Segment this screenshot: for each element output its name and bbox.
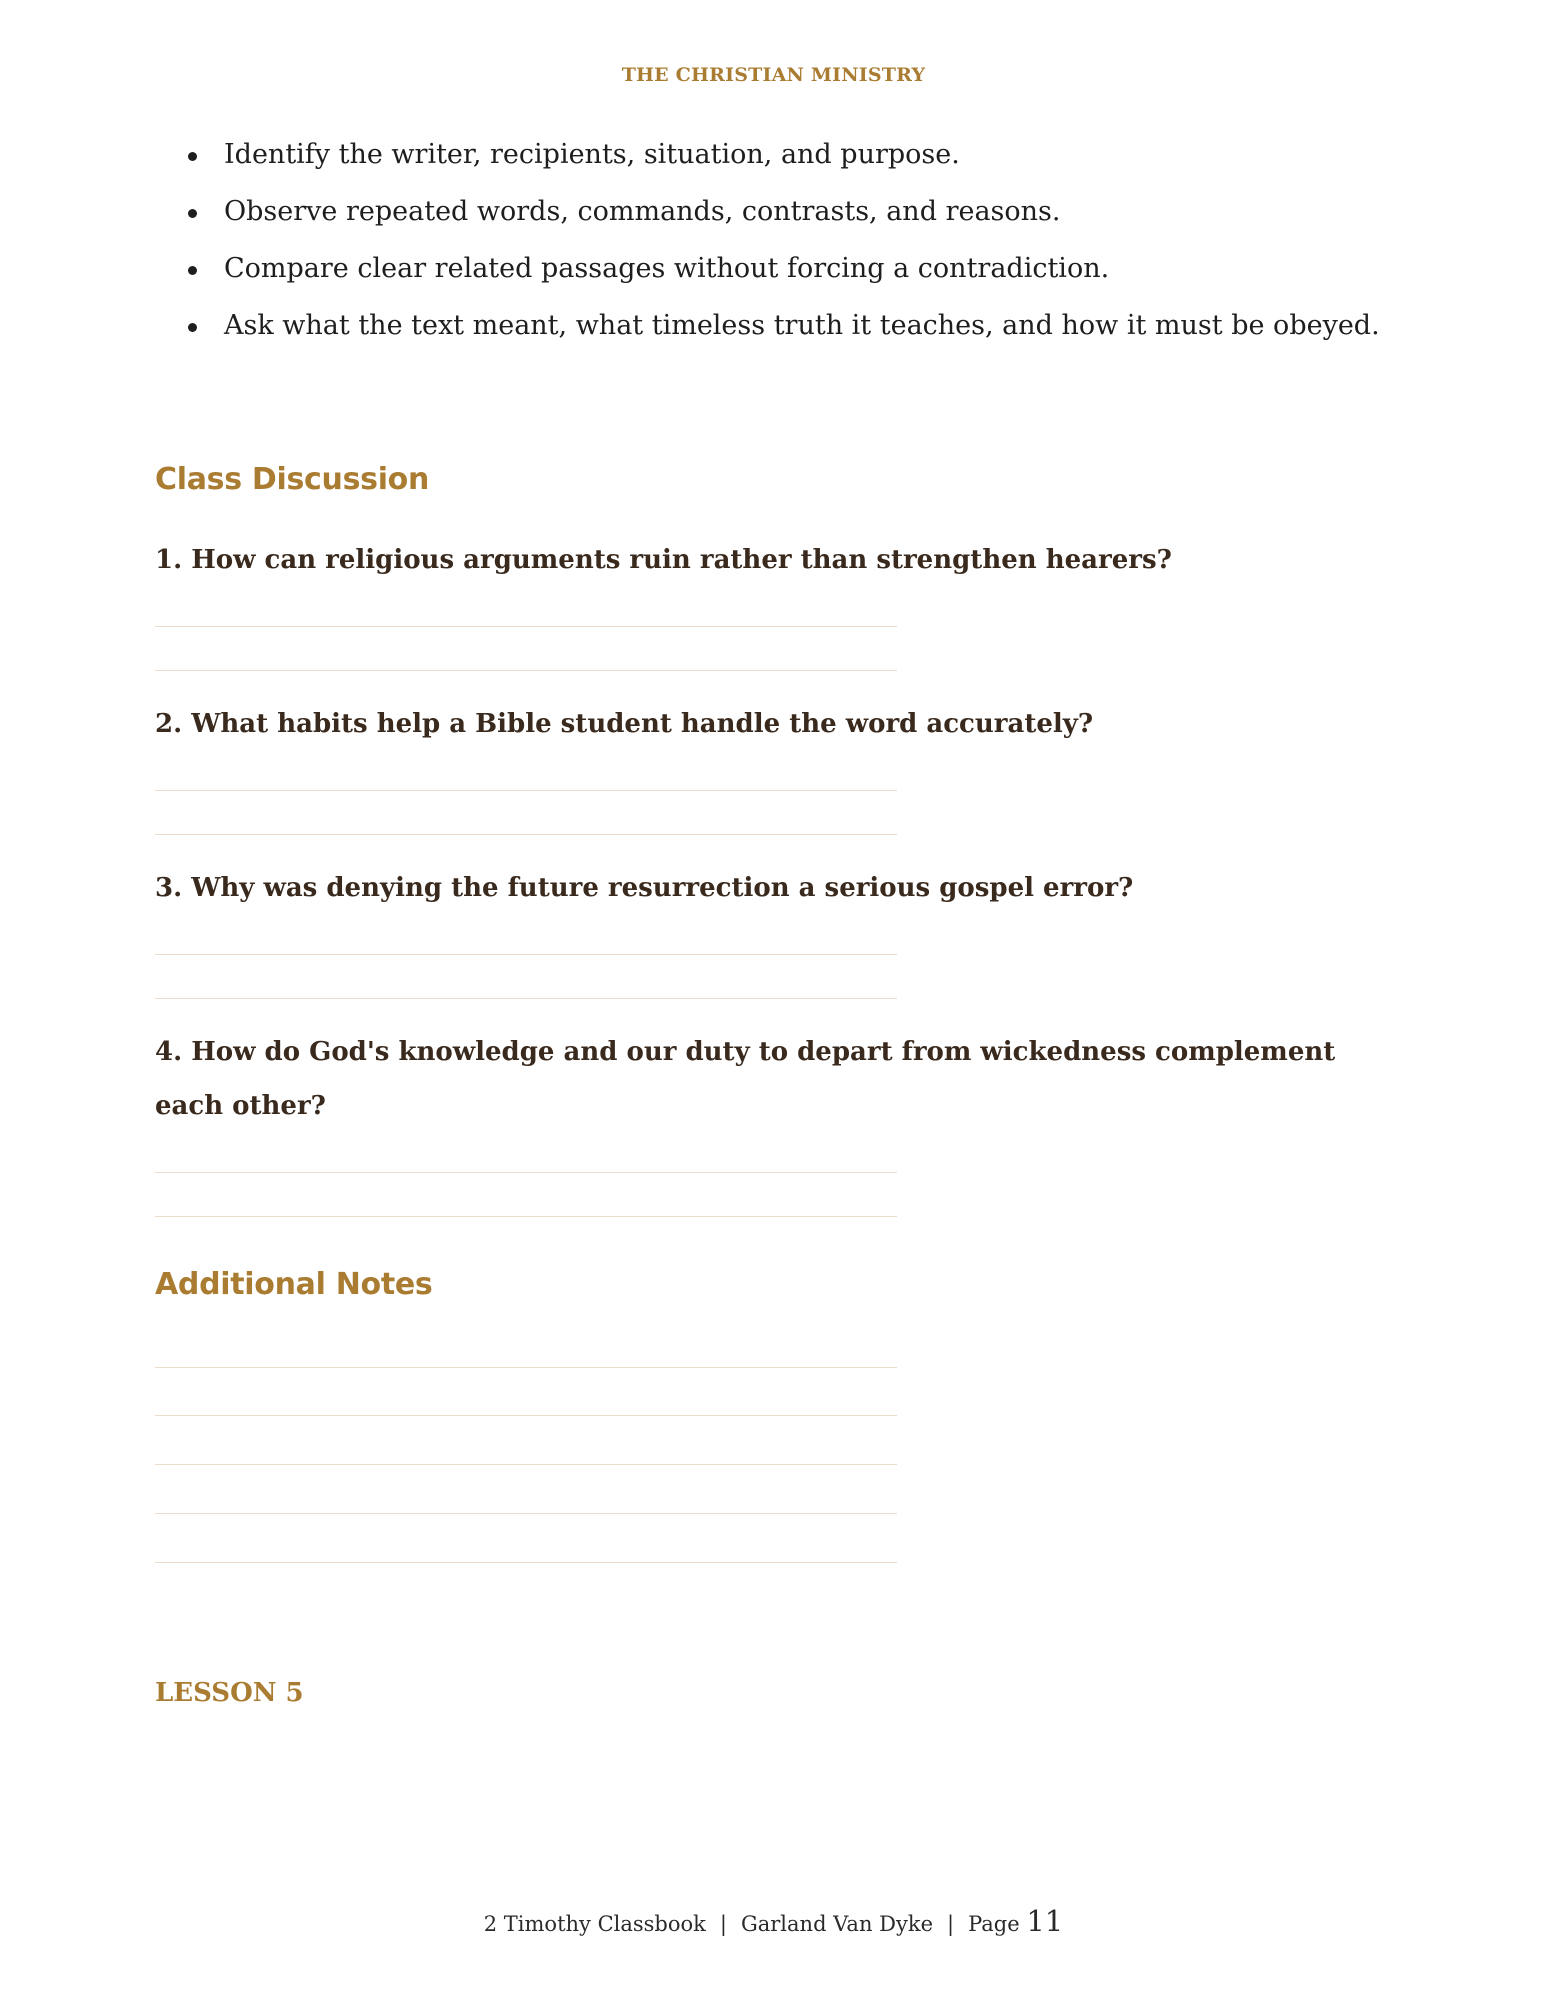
running-header: THE CHRISTIAN MINISTRY (621, 64, 926, 86)
footer-page-label: Page (968, 1912, 1020, 1936)
discussion-question-2: 2. What habits help a Bible student handle the word accurately? (155, 709, 1094, 739)
bullet-text: Identify the writer, recipients, situation, and purpose. (224, 139, 960, 170)
bullet-item (184, 134, 1380, 191)
notes-line[interactable] (155, 1367, 897, 1368)
answer-line[interactable] (155, 1216, 897, 1217)
bullet-text: Observe repeated words, commands, contrasts, and reasons. (224, 196, 1061, 227)
bullet-item (184, 305, 1380, 362)
bullet-dot (188, 152, 197, 161)
answer-line[interactable] (155, 670, 897, 671)
answer-line[interactable] (155, 1172, 897, 1173)
answer-line[interactable] (155, 834, 897, 835)
bullet-item (184, 248, 1380, 305)
footer-separator: | (719, 1912, 727, 1936)
answer-line[interactable] (155, 998, 897, 999)
bullet-dot (188, 266, 197, 275)
bullet-item (184, 191, 1380, 248)
bullet-text: Compare clear related passages without forcing a contradiction. (224, 253, 1110, 284)
additional-notes-heading: Additional Notes (155, 1267, 433, 1302)
discussion-question-4: 4. How do God's knowledge and our duty to depart from wickedness complement each other? (155, 1037, 1336, 1121)
notes-line[interactable] (155, 1464, 897, 1465)
answer-line[interactable] (155, 790, 897, 791)
notes-line[interactable] (155, 1562, 897, 1563)
footer-book-title: 2 Timothy Classbook (483, 1912, 706, 1936)
notes-line[interactable] (155, 1513, 897, 1514)
bullet-text: Ask what the text meant, what timeless truth it teaches, and how it must be obeyed. (224, 310, 1380, 341)
footer-page-number: 11 (1026, 1904, 1064, 1938)
answer-line[interactable] (155, 626, 897, 627)
lesson-label: LESSON 5 (155, 1678, 304, 1708)
answer-line[interactable] (155, 954, 897, 955)
bullet-dot (188, 323, 197, 332)
class-discussion-heading: Class Discussion (155, 462, 430, 497)
footer-separator: | (947, 1912, 955, 1936)
footer-author: Garland Van Dyke (740, 1912, 933, 1936)
discussion-question-1: 1. How can religious arguments ruin rather than strengthen hearers? (155, 545, 1172, 575)
page-footer (0, 1904, 1547, 1938)
discussion-question-3: 3. Why was denying the future resurrection a serious gospel error? (155, 873, 1134, 903)
notes-line[interactable] (155, 1415, 897, 1416)
bullet-list (184, 134, 1380, 362)
bullet-dot (188, 209, 197, 218)
